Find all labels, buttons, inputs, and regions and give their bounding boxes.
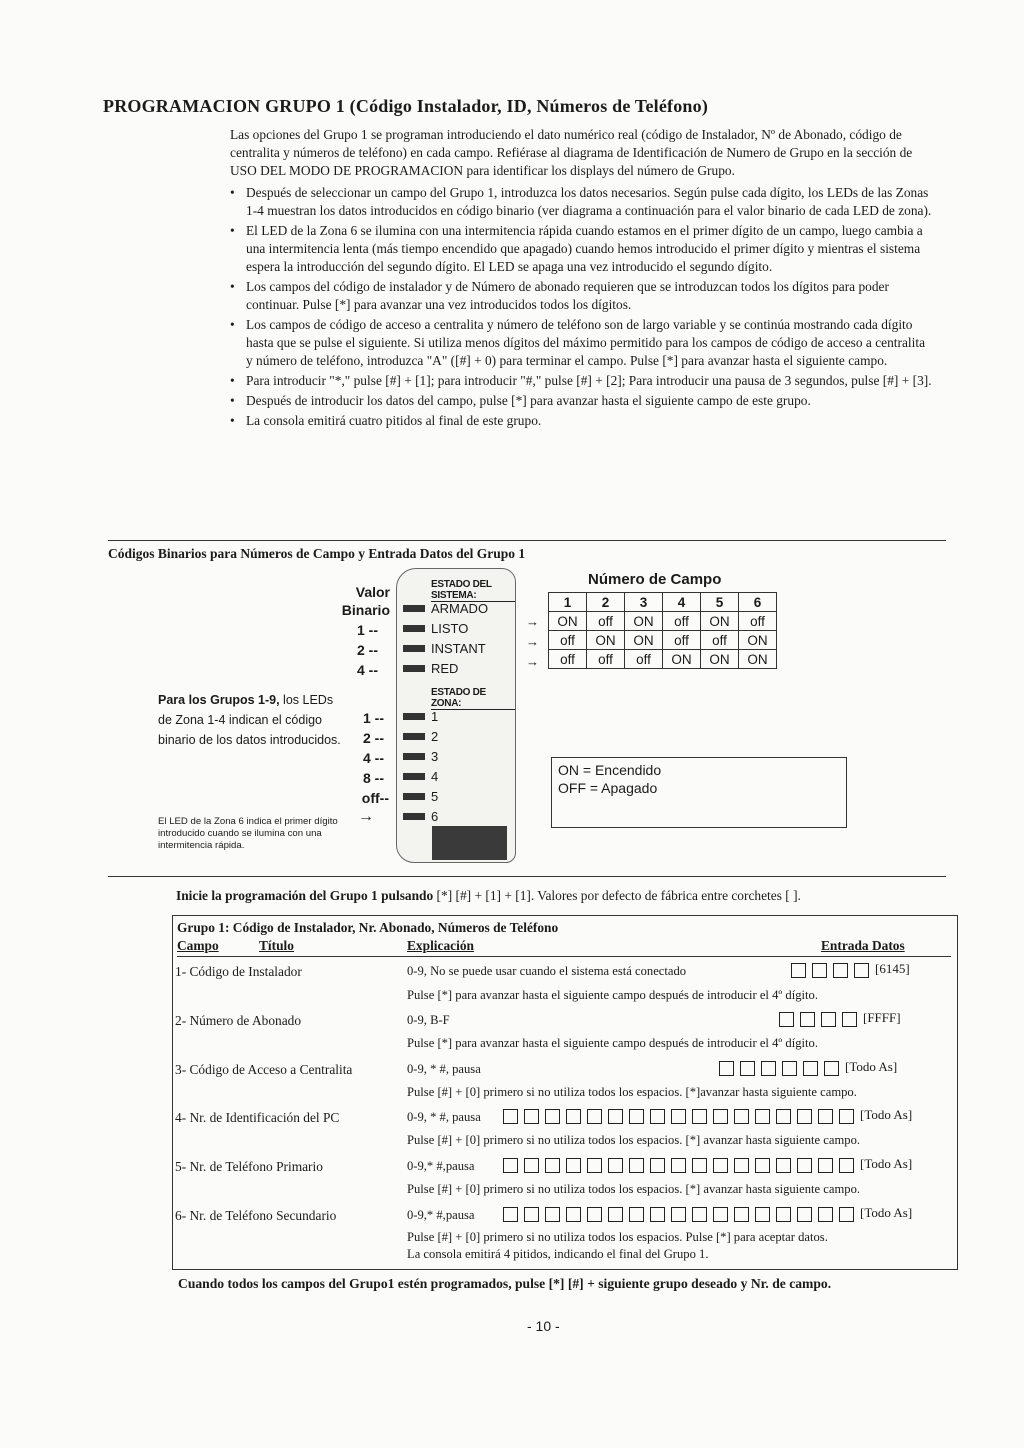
bullet-item: • Para introducir "*," pulse [#] + [1]; para introducir "#," pulse [#] + [2]; Para introducir una pausa de 3 segundos, pulse [#] + [3]. — [230, 372, 935, 390]
field-explanation: 0-9, * #, pausa — [407, 1062, 481, 1076]
field-title: 2- Número de Abonado — [175, 1013, 302, 1028]
arrow-icon: → — [526, 614, 539, 629]
entry-box[interactable] — [692, 1109, 707, 1124]
entry-box[interactable] — [776, 1207, 791, 1222]
bullet-item: • Los campos de código de acceso a centralita y número de teléfono son de largo variable y se continúa mostrando cada dígito hasta que se pulse el siguiente. Si utiliza menos dígitos del máximo permitido para los campos de código de acceso a centralita y número de teléfono, introduzca "A" ([#] + 0) para terminar el campo. Pulse [*] para avanzar hasta el siguiente campo. — [230, 316, 935, 370]
entry-box[interactable] — [566, 1109, 581, 1124]
table-cell: off — [663, 631, 701, 650]
field-title: 6- Nr. de Teléfono Secundario — [175, 1208, 337, 1223]
entry-boxes — [503, 1205, 912, 1222]
entry-box[interactable] — [755, 1109, 770, 1124]
field-note: Pulse [#] + [0] primero si no utiliza todos los espacios. [*]avanzar hasta siguiente campo. — [407, 1085, 857, 1099]
entry-box[interactable] — [839, 1207, 854, 1222]
entry-box[interactable] — [824, 1061, 839, 1076]
legend-box — [551, 757, 847, 828]
table-row — [549, 650, 777, 669]
arrow-icon: → — [358, 808, 374, 825]
default-value: [Todo As] — [860, 1107, 913, 1122]
entry-box[interactable] — [608, 1207, 623, 1222]
led-zone: 6 — [403, 809, 438, 824]
table-cell: ON — [625, 631, 663, 650]
led-indicator-icon — [403, 813, 425, 820]
entry-boxes — [503, 1156, 912, 1173]
table-cell: ON — [701, 650, 739, 669]
legend-on: ON = Encendido — [558, 762, 662, 778]
entry-box[interactable] — [740, 1061, 755, 1076]
entry-box[interactable] — [779, 1012, 794, 1027]
entry-box[interactable] — [797, 1207, 812, 1222]
column-entrada: Entrada Datos — [821, 938, 905, 953]
led-zone: 5 — [403, 789, 438, 804]
table-cell: off — [587, 650, 625, 669]
entry-box[interactable] — [545, 1207, 560, 1222]
table-cell: ON — [701, 612, 739, 631]
table-cell: ON — [739, 650, 777, 669]
default-value: [Todo As] — [860, 1205, 913, 1220]
table-row — [549, 631, 777, 650]
entry-box[interactable] — [734, 1109, 749, 1124]
groups-note-bold: Para los Grupos 1-9, — [158, 693, 280, 707]
led-indicator-icon — [403, 605, 425, 612]
groups-note — [158, 690, 348, 750]
intro-section — [230, 126, 935, 432]
start-note — [176, 888, 801, 904]
entry-box[interactable] — [524, 1109, 539, 1124]
table-cell: ON — [739, 631, 777, 650]
groups-note-text: los LEDs de Zona 1-4 indican el código binario de los datos introducidos. — [158, 693, 341, 747]
led-zone: 2 — [403, 729, 438, 744]
led-indicator-icon — [403, 713, 425, 720]
entry-boxes — [779, 1010, 901, 1027]
divider — [177, 956, 951, 957]
entry-box[interactable] — [719, 1061, 734, 1076]
entry-box[interactable] — [629, 1158, 644, 1173]
entry-box[interactable] — [713, 1109, 728, 1124]
table-cell: ON — [625, 612, 663, 631]
column-header: 5 — [701, 593, 739, 612]
table-cell: ON — [549, 612, 587, 631]
bullet-item: • Después de seleccionar un campo del Grupo 1, introduzca los datos necesarios. Según pulse cada dígito, los LEDs de las Zonas 1-4 muestran los datos introducidos en código binario (ver diagrama a continuación para el valor binario de cada LED de zona). — [230, 184, 935, 220]
entry-box[interactable] — [776, 1109, 791, 1124]
field-number-table — [548, 592, 777, 669]
entry-box[interactable] — [797, 1158, 812, 1173]
entry-box[interactable] — [755, 1207, 770, 1222]
field-title: 4- Nr. de Identificación del PC — [175, 1110, 340, 1125]
entry-box[interactable] — [734, 1207, 749, 1222]
entry-box[interactable] — [839, 1158, 854, 1173]
entry-box[interactable] — [692, 1158, 707, 1173]
entry-box[interactable] — [587, 1158, 602, 1173]
entry-box[interactable] — [671, 1158, 686, 1173]
divider — [108, 876, 946, 877]
entry-box[interactable] — [524, 1207, 539, 1222]
entry-box[interactable] — [713, 1207, 728, 1222]
led-indicator-icon — [403, 625, 425, 632]
entry-box[interactable] — [818, 1109, 833, 1124]
entry-box[interactable] — [833, 963, 848, 978]
entry-box[interactable] — [782, 1061, 797, 1076]
start-note-bold: Inicie la programación del Grupo 1 pulsando — [176, 888, 434, 903]
field-title: 5- Nr. de Teléfono Primario — [175, 1159, 323, 1174]
entry-box[interactable] — [650, 1109, 665, 1124]
column-titulo: Título — [259, 938, 294, 953]
entry-box[interactable] — [587, 1109, 602, 1124]
bullet-item: • Los campos del código de instalador y de Número de abonado requieren que se introduzcan todos los dígitos para poder continuar. Pulse [*] para avanzar una vez introducidos todos los dígitos. — [230, 278, 935, 314]
bullet-item: • Después de introducir los datos del campo, pulse [*] para avanzar hasta el siguiente campo de este grupo. — [230, 392, 935, 410]
column-explicacion: Explicación — [407, 938, 474, 953]
entry-box[interactable] — [776, 1158, 791, 1173]
table-header-row — [549, 593, 777, 612]
field-note: Pulse [*] para avanzar hasta el siguiente campo después de introducir el 4º dígito. — [407, 988, 818, 1002]
panel-display — [432, 826, 507, 860]
column-header: 6 — [739, 593, 777, 612]
programming-table — [172, 915, 958, 1270]
default-value: [Todo As] — [860, 1156, 913, 1171]
table-cell: off — [625, 650, 663, 669]
entry-box[interactable] — [650, 1158, 665, 1173]
field-note: Pulse [#] + [0] primero si no utiliza todos los espacios. Pulse [*] para aceptar datos. — [407, 1230, 828, 1244]
entry-box[interactable] — [545, 1109, 560, 1124]
entry-box[interactable] — [839, 1109, 854, 1124]
entry-box[interactable] — [818, 1158, 833, 1173]
table-cell: ON — [663, 650, 701, 669]
led-armado: ARMADO — [403, 601, 488, 616]
entry-box[interactable] — [734, 1158, 749, 1173]
binario-label: Binario — [341, 602, 390, 618]
led-indicator-icon — [403, 753, 425, 760]
field-note: La consola emitirá 4 pitidos, indicando el final del Grupo 1. — [407, 1247, 709, 1261]
column-header: 3 — [625, 593, 663, 612]
table-cell: off — [587, 612, 625, 631]
binary-value: 8 -- — [363, 770, 384, 786]
table-cell: ON — [587, 631, 625, 650]
led-zone: 1 — [403, 709, 438, 724]
entry-box[interactable] — [713, 1158, 728, 1173]
entry-box[interactable] — [545, 1158, 560, 1173]
entry-box[interactable] — [587, 1207, 602, 1222]
field-note: Pulse [*] para avanzar hasta el siguiente campo después de introducir el 4º dígito. — [407, 1036, 818, 1050]
table-cell: off — [701, 631, 739, 650]
entry-box[interactable] — [503, 1158, 518, 1173]
binary-value: 4 -- — [363, 750, 384, 766]
entry-box[interactable] — [524, 1158, 539, 1173]
field-explanation: 0-9,* #,pausa — [407, 1159, 475, 1173]
entry-box[interactable] — [854, 963, 869, 978]
entry-box[interactable] — [608, 1158, 623, 1173]
led-zone: 4 — [403, 769, 438, 784]
entry-box[interactable] — [761, 1061, 776, 1076]
entry-box[interactable] — [629, 1207, 644, 1222]
entry-box[interactable] — [650, 1207, 665, 1222]
binary-value: 2 -- — [357, 642, 378, 658]
arrow-icon: → — [526, 634, 539, 649]
footer-note: Cuando todos los campos del Grupo1 estén programados, pulse [*] [#] + siguiente grupo deseado y Nr. de campo. — [178, 1276, 832, 1291]
binary-value: 4 -- — [357, 662, 378, 678]
entry-box[interactable] — [692, 1207, 707, 1222]
led-zone: 3 — [403, 749, 438, 764]
page-number: - 10 - — [527, 1318, 560, 1334]
binary-value: 2 -- — [363, 730, 384, 746]
default-value: [Todo As] — [845, 1059, 898, 1074]
field-explanation: 0-9, B-F — [407, 1013, 450, 1027]
field-note: Pulse [#] + [0] primero si no utiliza todos los espacios. [*] avanzar hasta siguiente campo. — [407, 1133, 861, 1147]
field-note: Pulse [#] + [0] primero si no utiliza todos los espacios. [*] avanzar hasta siguiente campo. — [407, 1182, 861, 1196]
field-title: 3- Código de Acceso a Centralita — [175, 1062, 353, 1077]
table-row — [549, 612, 777, 631]
entry-box[interactable] — [797, 1109, 812, 1124]
default-value: [FFFF] — [863, 1010, 901, 1025]
entry-box[interactable] — [791, 963, 806, 978]
page-title: PROGRAMACION GRUPO 1 (Código Instalador, ID, Números de Teléfono) — [103, 96, 709, 116]
entry-box[interactable] — [566, 1207, 581, 1222]
column-header: 1 — [549, 593, 587, 612]
binary-codes-heading: Códigos Binarios para Números de Campo y Entrada Datos del Grupo 1 — [108, 546, 526, 561]
entry-box[interactable] — [818, 1207, 833, 1222]
led-indicator-icon — [403, 793, 425, 800]
entry-box[interactable] — [842, 1012, 857, 1027]
column-header: 2 — [587, 593, 625, 612]
binary-value: 1 -- — [357, 622, 378, 638]
binary-value: 1 -- — [363, 710, 384, 726]
led-panel — [396, 568, 516, 863]
field-explanation: 0-9,* #,pausa — [407, 1208, 475, 1222]
entry-box[interactable] — [812, 963, 827, 978]
led-listo: LISTO — [403, 621, 468, 636]
binary-value: off-- — [361, 790, 389, 806]
entry-boxes — [791, 961, 910, 978]
bullet-item: • La consola emitirá cuatro pitidos al final de este grupo. — [230, 412, 935, 430]
led-indicator-icon — [403, 665, 425, 672]
table-heading: Grupo 1: Código de Instalador, Nr. Abonado, Números de Teléfono — [177, 920, 559, 935]
arrow-icon: → — [526, 654, 539, 669]
led-red: RED — [403, 661, 458, 676]
divider — [108, 540, 946, 541]
intro-paragraph: Las opciones del Grupo 1 se programan introduciendo el dato numérico real (código de Instalador, Nº de Abonado, código de centralita y números de teléfono) en cada campo. Refiérase al diagrama de Identificación de Numero de Grupo en la sección de USO DEL MODO DE PROGRAMACION para identificar los displays del número de Grupo. — [230, 127, 913, 178]
field-number-title: Número de Campo — [588, 571, 722, 588]
bullet-list — [230, 184, 935, 430]
zone-status-header: ESTADO DE ZONA: — [431, 687, 515, 710]
entry-box[interactable] — [608, 1109, 623, 1124]
entry-boxes — [503, 1107, 912, 1124]
entry-box[interactable] — [671, 1109, 686, 1124]
entry-box[interactable] — [503, 1109, 518, 1124]
table-cell: off — [549, 631, 587, 650]
valor-label: Valor — [355, 584, 390, 600]
field-explanation: 0-9, No se puede usar cuando el sistema está conectado — [407, 964, 687, 978]
table-cell: off — [663, 612, 701, 631]
column-campo: Campo — [177, 938, 219, 953]
entry-box[interactable] — [671, 1207, 686, 1222]
entry-box[interactable] — [755, 1158, 770, 1173]
led-indicator-icon — [403, 733, 425, 740]
default-value: [6145] — [875, 961, 910, 976]
legend-off: OFF = Apagado — [558, 780, 658, 796]
entry-boxes — [719, 1059, 897, 1076]
entry-box[interactable] — [566, 1158, 581, 1173]
start-note-text: [*] [#] + [1] + [1]. Valores por defecto de fábrica entre corchetes [ ]. — [433, 888, 801, 903]
bullet-item: • El LED de la Zona 6 se ilumina con una intermitencia rápida cuando estamos en el primer dígito de un campo, luego cambia a una intermitencia lenta (más tiempo encendido que apagado) cuando hemos introducido el primer dígito y mientras el sistema espera la introducción del segundo dígito. El LED se apaga una vez introducido el segundo dígito. — [230, 222, 935, 276]
field-explanation: 0-9, * #, pausa — [407, 1110, 481, 1124]
column-header: 4 — [663, 593, 701, 612]
entry-box[interactable] — [503, 1207, 518, 1222]
led-indicator-icon — [403, 773, 425, 780]
table-cell: off — [739, 612, 777, 631]
table-cell: off — [549, 650, 587, 669]
zone6-note: El LED de la Zona 6 indica el primer dígito introducido cuando se ilumina con una intermitencia rápida. — [158, 816, 338, 851]
system-status-header: ESTADO DEL SISTEMA: — [431, 579, 515, 602]
led-instant: INSTANT — [403, 641, 486, 656]
led-indicator-icon — [403, 645, 425, 652]
entry-box[interactable] — [803, 1061, 818, 1076]
entry-box[interactable] — [800, 1012, 815, 1027]
entry-box[interactable] — [629, 1109, 644, 1124]
field-title: 1- Código de Instalador — [175, 964, 302, 979]
entry-box[interactable] — [821, 1012, 836, 1027]
